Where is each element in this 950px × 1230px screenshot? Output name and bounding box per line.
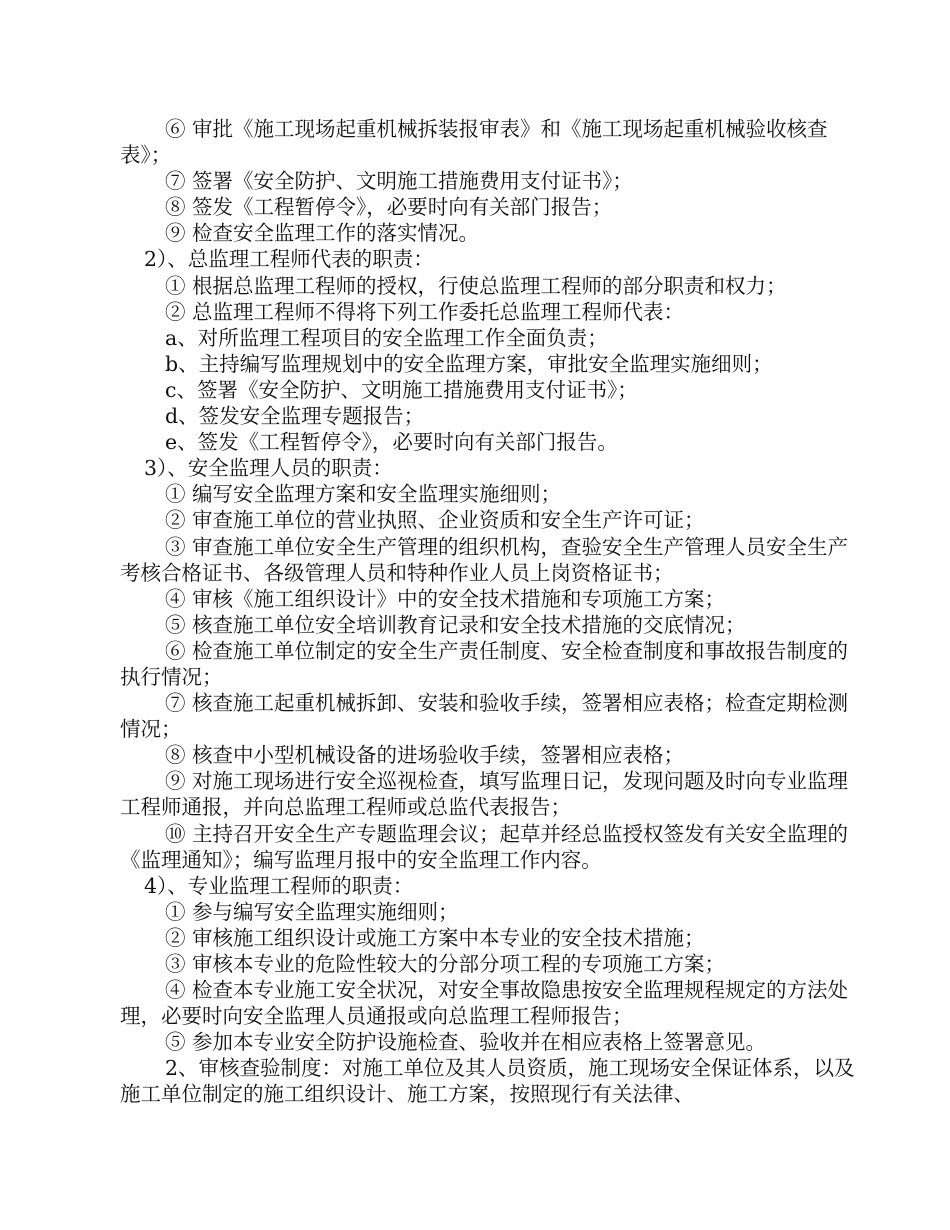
paragraph: ③ 审核本专业的危险性较大的分部分项工程的专项施工方案；: [165, 952, 726, 976]
document-body: [120, 116, 858, 1108]
paragraph: ② 总监理工程师不得将下列工作委托总监理工程师代表：: [165, 299, 685, 324]
list-item: c、签署《安全防护、文明施工措施费用支付证书》；: [165, 377, 638, 402]
paragraph: ⑥ 审批《施工现场起重机械拆装报审表》和《施工现场起重机械验收核查表》；: [120, 117, 828, 168]
list-item: b、主持编写监理规划中的安全监理方案，审批安全监理实施细则；: [165, 351, 773, 376]
paragraph: ② 审查施工单位的营业执照、企业资质和安全生产许可证；: [165, 508, 705, 533]
paragraph: ⑨ 检查安全监理工作的落实情况。: [165, 221, 480, 246]
paragraph: ⑩ 主持召开安全生产专题监理会议；起草并经总监授权签发有关安全监理的《监理通知》；编写监理月报中的安全监理工作内容。: [120, 821, 849, 872]
paragraph: ⑦ 核查施工起重机械拆卸、安装和验收手续，签署相应表格；检查定期检测情况；: [120, 691, 849, 742]
paragraph: ⑨ 对施工现场进行安全巡视检查，填写监理日记，发现问题及时向专业监理工程师通报，并向总监理工程师或总监代表报告；: [120, 769, 849, 820]
paragraph: ② 审核施工组织设计或施工方案中本专业的安全技术措施；: [165, 925, 705, 950]
list-item: e、签发《工程暂停令》，必要时向有关部门报告。: [165, 430, 618, 455]
section-heading: 4）、专业监理工程师的职责：: [144, 873, 414, 898]
list-item: d、签发安全监理专题报告；: [165, 404, 425, 429]
paragraph: ① 根据总监理工程师的授权，行使总监理工程师的部分职责和权力；: [165, 273, 787, 298]
paragraph: ⑤ 参加本专业安全防护设施检查、验收并在相应表格上签署意见。: [165, 1030, 767, 1055]
paragraph: ④ 检查本专业施工安全状况，对安全事故隐患按安全监理规程规定的方法处理，必要时向安全监理人员通报或向总监理工程师报告；: [120, 978, 849, 1029]
paragraph: ④ 审核《施工组织设计》中的安全技术措施和专项施工方案；: [165, 586, 726, 611]
paragraph: ⑥ 检查施工单位制定的安全生产责任制度、安全检查制度和事故报告制度的执行情况；: [120, 638, 849, 689]
list-item: a、对所监理工程项目的安全监理工作全面负责；: [165, 325, 608, 350]
paragraph: ⑦ 签署《安全防护、文明施工措施费用支付证书》；: [165, 169, 633, 194]
paragraph: ① 编写安全监理方案和安全监理实施细则；: [165, 482, 562, 507]
paragraph: ⑧ 核查中小型机械设备的进场验收手续，签署相应表格；: [165, 743, 685, 768]
section-heading: 3）、安全监理人员的职责：: [144, 456, 393, 481]
paragraph: ⑧ 签发《工程暂停令》，必要时向有关部门报告；: [165, 195, 613, 220]
paragraph: ③ 审查施工单位安全生产管理的组织机构，查验安全生产管理人员安全生产考核合格证书、各级管理人员和特种作业人员上岗资格证书；: [120, 534, 849, 585]
paragraph: 2、审核查验制度：对施工单位及其人员资质，施工现场安全保证体系，以及施工单位制定的施工组织设计、施工方案，按照现行有关法律、: [120, 1056, 855, 1107]
paragraph: ⑤ 核查施工单位安全培训教育记录和安全技术措施的交底情况；: [165, 612, 746, 637]
section-heading: 2）、总监理工程师代表的职责：: [144, 247, 434, 272]
paragraph: ① 参与编写安全监理实施细则；: [165, 899, 459, 924]
